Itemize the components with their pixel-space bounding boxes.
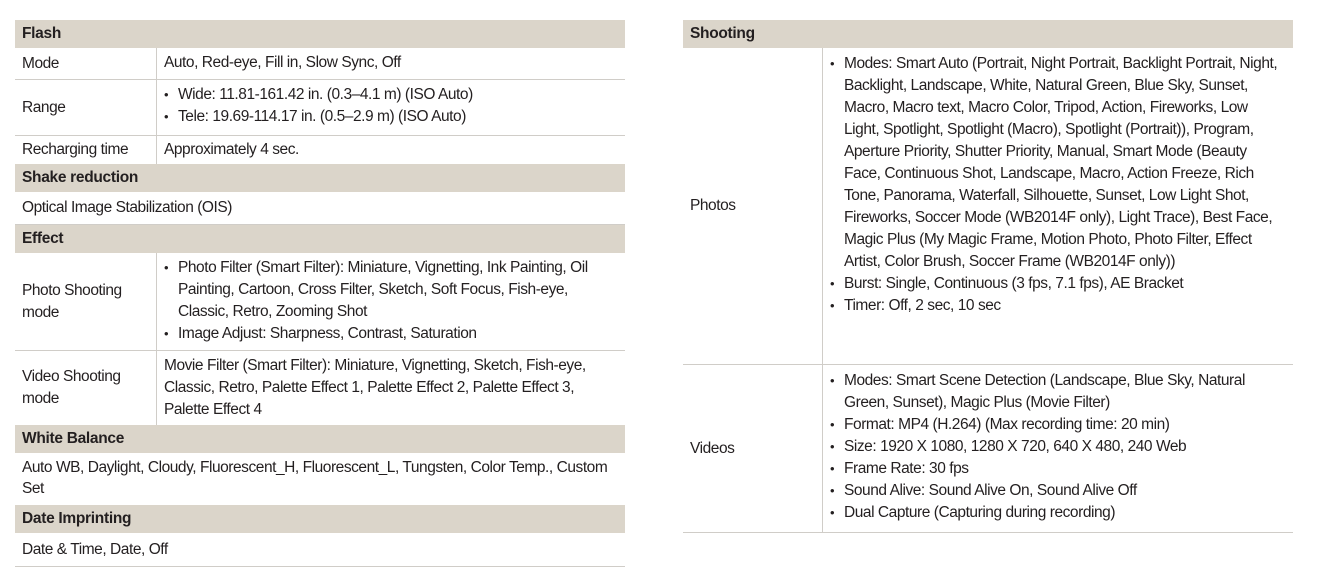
label-recharging: Recharging time: [15, 136, 157, 164]
label-photo-shooting: Photo Shooting mode: [15, 253, 157, 350]
row-photo-shooting: [15, 253, 625, 351]
value-photo-shooting: [157, 253, 625, 350]
label-range: Range: [15, 80, 157, 135]
section-header-shake: Shake reduction: [15, 164, 625, 192]
value-video-shooting: Movie Filter (Smart Filter): Miniature, Vignetting, Sketch, Fish-eye, Classic, Retro, Palette Effect 1, Palette Effect 2, Palette Effect 3, Palette Effect 4: [164, 357, 586, 418]
spec-table-right: [683, 20, 1293, 533]
section-header-shooting: Shooting: [683, 20, 1293, 48]
label-photos: Photos: [683, 48, 823, 364]
range-item: • Wide: 11.81-161.42 in. (0.3–4.1 m) (ISO Auto): [164, 84, 619, 106]
photo-effect-item: • Photo Filter (Smart Filter): Miniature, Vignetting, Ink Painting, Oil Painting, Cartoon, Cross Filter, Sketch, Soft Focus, Fish-eye, Classic, Retro, Zooming Shot: [164, 257, 619, 323]
photos-item: • Burst: Single, Continuous (3 fps, 7.1 fps), AE Bracket: [830, 273, 1279, 295]
row-video-shooting: [15, 351, 625, 425]
photo-effect-item: • Image Adjust: Sharpness, Contrast, Saturation: [164, 323, 619, 345]
videos-item: • Format: MP4 (H.264) (Max recording time: 20 min): [830, 414, 1287, 436]
section-header-effect: Effect: [15, 225, 625, 253]
value-photos: [823, 48, 1293, 364]
value-recharging: Approximately 4 sec.: [164, 141, 299, 158]
photos-item: • Modes: Smart Auto (Portrait, Night Portrait, Backlight Portrait, Night, Backlight, Landscape, White, Natural Green, Blue Sky, Sunset, Macro, Macro text, Macro Color, Tripod, Action, Fireworks, Low Light, Spotlight, Spotlight (Macro), Spotlight (Portrait)), Program, Aperture Priority, Shutter Priority, Manual, Smart Mode (Beauty Face, Continuous Shot, Landscape, Macro, Action Freeze, Rich Tone, Panorama, Waterfall, Silhouette, Sunset, Low Light Shot, Fireworks, Soccer Mode (WB2014F only), Light Trace), Best Face, Magic Plus (My Magic Frame, Motion Photo, Photo Filter, Effect Artist, Color Brush, Soccer Frame (WB2014F only)): [830, 53, 1279, 273]
label-videos: Videos: [683, 365, 823, 532]
row-photos: [683, 48, 1293, 365]
section-header-date: Date Imprinting: [15, 505, 625, 533]
value-mode: Auto, Red-eye, Fill in, Slow Sync, Off: [164, 54, 401, 71]
row-recharging: [15, 136, 625, 164]
videos-item: • Size: 1920 X 1080, 1280 X 720, 640 X 480, 240 Web: [830, 436, 1287, 458]
spec-table-left: [15, 20, 625, 567]
value-date: Date & Time, Date, Off: [15, 533, 625, 567]
label-mode: Mode: [15, 48, 157, 79]
range-item: • Tele: 19.69-114.17 in. (0.5–2.9 m) (ISO Auto): [164, 106, 619, 128]
videos-item: • Modes: Smart Scene Detection (Landscape, Blue Sky, Natural Green, Sunset), Magic Plus (Movie Filter): [830, 370, 1287, 414]
section-header-white-balance: White Balance: [15, 425, 625, 453]
photos-item: • Timer: Off, 2 sec, 10 sec: [830, 295, 1279, 317]
row-videos: [683, 365, 1293, 533]
section-header-flash: Flash: [15, 20, 625, 48]
row-flash-range: [15, 80, 625, 136]
value-videos: [823, 365, 1293, 532]
videos-item: • Frame Rate: 30 fps: [830, 458, 1287, 480]
value-white-balance: Auto WB, Daylight, Cloudy, Fluorescent_H, Fluorescent_L, Tungsten, Color Temp., Custom Set: [22, 459, 608, 497]
value-range: [157, 80, 625, 135]
value-shake: Optical Image Stabilization (OIS): [15, 192, 625, 225]
label-video-shooting: Video Shooting mode: [15, 351, 157, 425]
videos-item: • Sound Alive: Sound Alive On, Sound Alive Off: [830, 480, 1287, 502]
row-flash-mode: [15, 48, 625, 80]
videos-item: • Dual Capture (Capturing during recording): [830, 502, 1287, 524]
